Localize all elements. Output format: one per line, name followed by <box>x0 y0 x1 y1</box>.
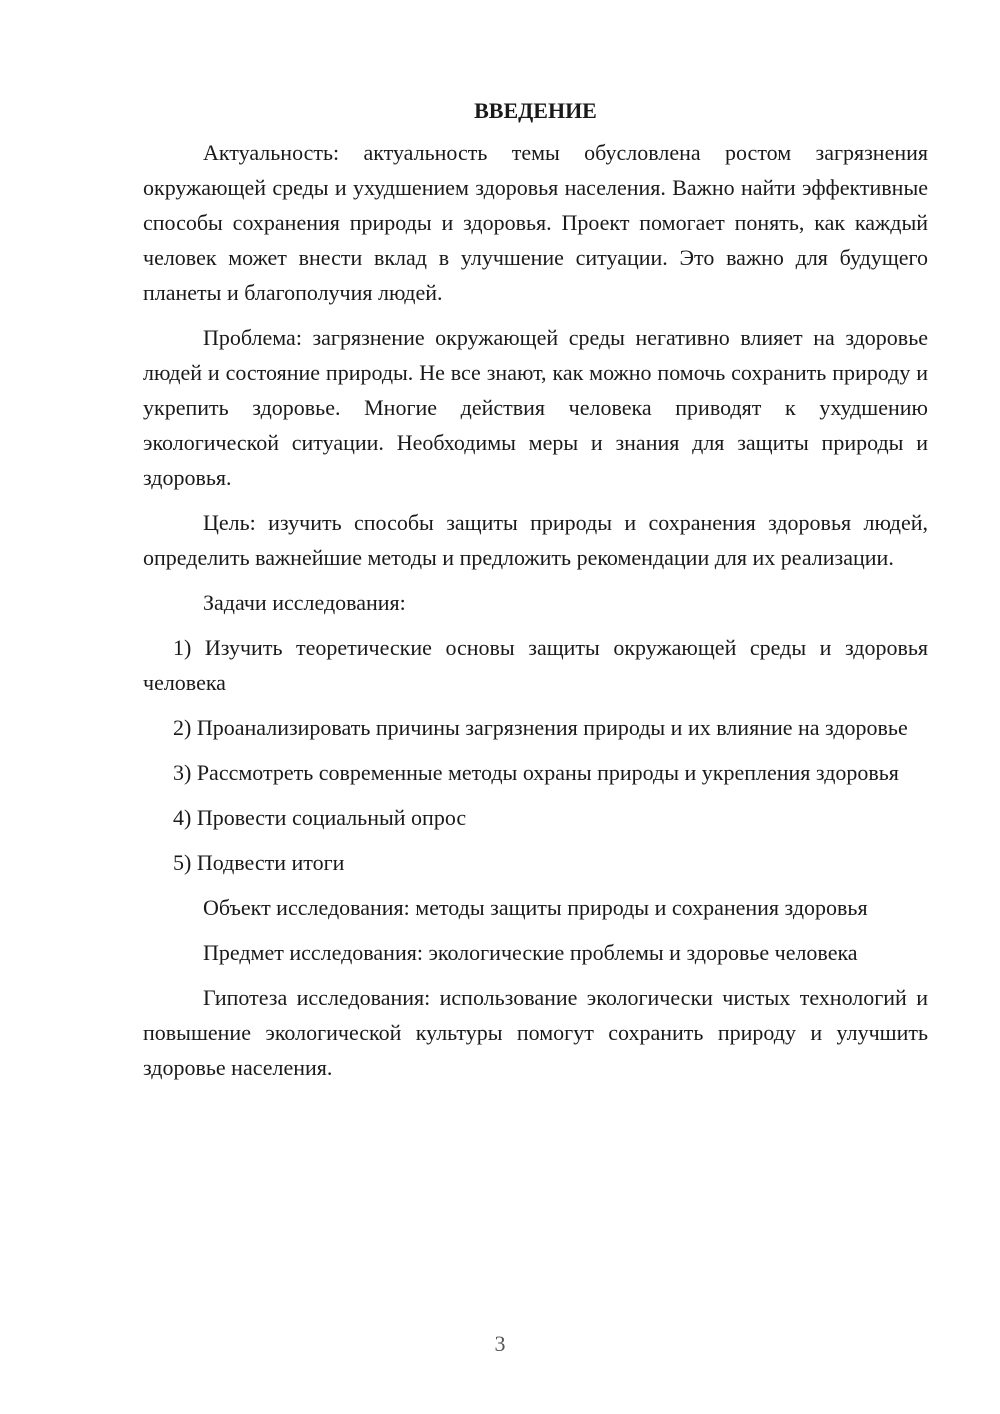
subject-paragraph: Предмет исследования: экологические проблемы и здоровье человека <box>203 940 858 965</box>
problem-paragraph: Проблема: загрязнение окружающей среды негативно влияет на здоровье людей и состояние природы. Не все знают, как можно помочь сохранить природу и укрепить здоровье. Многие действия человека приводят к ухудшению экологической ситуации. Необходимы меры и знания для защиты природы и здоровья. <box>143 325 928 490</box>
hypothesis-paragraph: Гипотеза исследования: использование экологически чистых технологий и повышение экологической культуры помогут сохранить природу и улучшить здоровье населения. <box>143 985 928 1080</box>
task-item: 4) Провести социальный опрос <box>173 805 467 830</box>
task-item: 5) Подвести итоги <box>173 850 345 875</box>
task-item: 1) Изучить теоретические основы защиты окружающей среды и здоровья человека <box>143 635 928 695</box>
object-paragraph: Объект исследования: методы защиты природы и сохранения здоровья <box>203 895 868 920</box>
document-page <box>143 93 928 1095</box>
goal-paragraph: Цель: изучить способы защиты природы и сохранения здоровья людей, определить важнейшие методы и предложить рекомендации для их реализации. <box>143 510 928 570</box>
tasks-heading: Задачи исследования: <box>203 590 406 615</box>
relevance-paragraph: Актуальность: актуальность темы обусловлена ростом загрязнения окружающей среды и ухудшением здоровья населения. Важно найти эффективные способы сохранения природы и здоровья. Проект помогает понять, как каждый человек может внести вклад в улучшение ситуации. Это важно для будущего планеты и благополучия людей. <box>143 140 928 305</box>
page-number: 3 <box>494 1331 506 1356</box>
task-item: 2) Проанализировать причины загрязнения природы и их влияние на здоровье <box>173 715 908 740</box>
task-item: 3) Рассмотреть современные методы охраны природы и укрепления здоровья <box>173 760 899 785</box>
section-title: ВВЕДЕНИЕ <box>474 98 597 123</box>
